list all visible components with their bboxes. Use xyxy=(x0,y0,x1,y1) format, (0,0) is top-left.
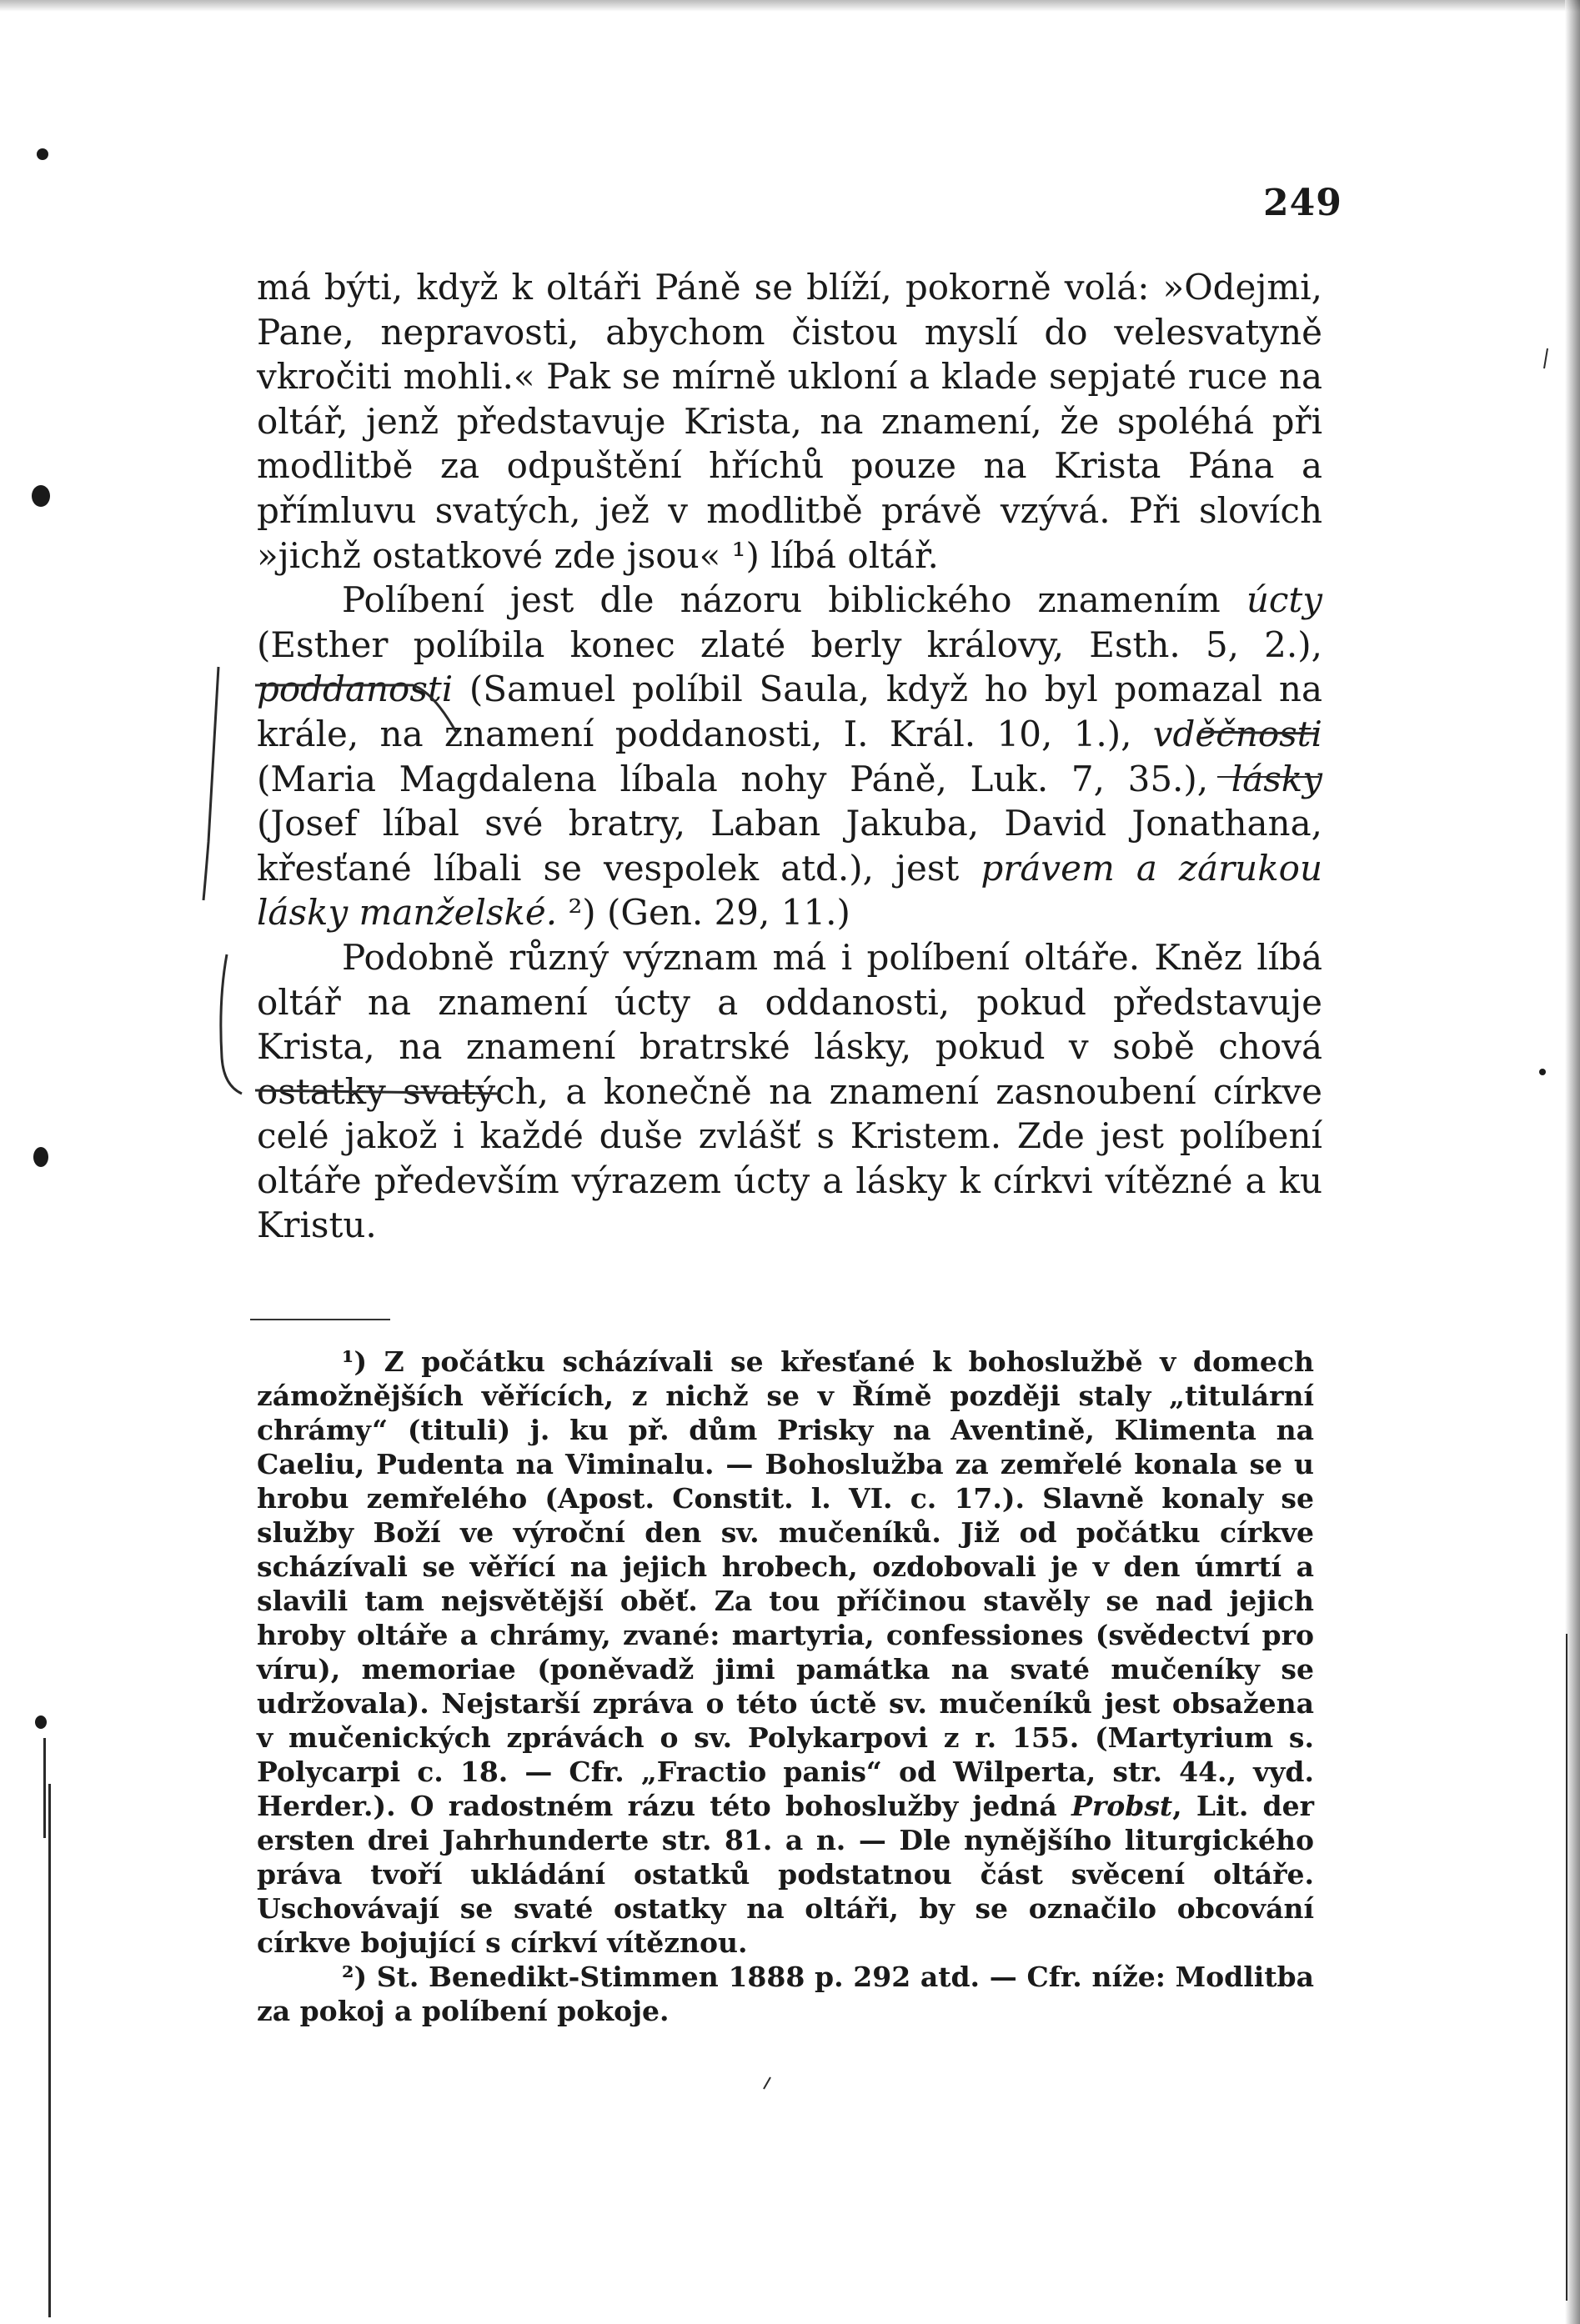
bracket-stroke xyxy=(221,954,242,1094)
bracket-stroke xyxy=(203,667,218,900)
emphasis-poddanosti: poddanosti xyxy=(257,669,454,710)
underline-stroke xyxy=(255,685,457,734)
page-number: 249 xyxy=(1263,182,1342,224)
emphasis-ucty: úcty xyxy=(1246,579,1322,621)
emphasis-vdecnosti: vděčnosti xyxy=(1152,713,1322,754)
paragraph-2-text: (Samuel políbil Saula, když ho byl pomazal na krále, na znamení poddanosti, I. Král. 10, 1.), xyxy=(257,669,1322,754)
paragraph-2-text: (Esther políbila konec zlaté berly královy, Esth. 5, 2.), xyxy=(257,624,1322,665)
paragraph-1: má býti, když k oltáři Páně se blíží, pokorně volá: »Odejmi, Pane, nepravosti, abychom čistou myslí do velesvatyně vkročiti mohli.« Pak se mírně ukloní a klade sepjaté ruce na oltář, jenž představuje Krista, na znamení, že spoléhá při modlitbě za odpuštění hříchů pouze na Krista Pána a přímluvu svatých, jež v modlitbě právě vzývá. Při slovích »jichž ostatkové zde jsou« ¹) líbá oltář. xyxy=(257,267,1322,576)
paragraph-2-text: (Maria Magdalena líbala nohy Páně, Luk. 7, 35.), xyxy=(257,758,1231,799)
footnote-1-text: ¹) Z počátku scházívali se křesťané k bohoslužbě v domech zámožnějších věřících, z nichž se v Římě později staly „titulární chrámy“ (tituli) j. ku př. dům Prisky na Aventině, Klimenta na Caeliu, Pudenta na Viminalu. — Bohoslužba za zemřelé konala se u hrobu zemřelého (Apost. Constit. l. VI. c. 17.). Slavně konaly se služby Boží ve výroční den sv. mučeníků. Již od počátku církve scházívali se věřící na jejich hrobech, ozdobovali je v den úmrtí a slavili tam nejsvětější oběť. Za tou příčinou stavěly se nad jejich hroby oltáře a chrámy, zvané: martyria, confessiones (svědectví pro víru), memoriae (poněvadž jimi památka na svaté mučeníky se udržovala). Nejstarší zpráva o této úctě sv. mučeníků jest obsažena v mučenických zprávách o sv. Polykarpovi z r. 155. (Martyrium s. Polycarpi c. 18. — Cfr. „Fractio panis“ od Wilperta, str. 44., vyd. Herder.). O radostném rázu této bohoslužby jedná xyxy=(257,1345,1314,1822)
underline-stroke xyxy=(1201,732,1317,734)
paragraph-2-text: ²) (Gen. 29, 11.) xyxy=(557,892,850,934)
paragraph-2-text: Políbení jest dle názoru biblického znamením xyxy=(342,579,1246,621)
paragraph-3: Podobně různý význam má i políbení oltáře. Kněz líbá oltář na znamení úcty a oddanosti, pokud představuje Krista, na znamení bratrské lásky, pokud v sobě chová ostatky svatých, a konečně na znamení zasnoubení církve celé jakož i každé duše zvlášť s Kristem. Zde jest políbení oltáře především výrazem úcty a lásky k církvi vítězné a ku Kristu. xyxy=(257,936,1322,1246)
footnote-2: ²) St. Benedikt-Stimmen 1888 p. 292 atd. — Cfr. níže: Modlitba za pokoj a políbení pokoje. xyxy=(257,1961,1314,2027)
footnote-1-author: Probst xyxy=(1071,1790,1173,1822)
underline-stroke xyxy=(255,1090,500,1094)
pencil-tick xyxy=(1544,348,1547,368)
paragraph-2-text: (Josef líbal své bratry, Laban Jakuba, David Jonathana, křesťané líbali se vespolek atd.), jest xyxy=(257,803,1322,889)
emphasis-lasky: lásky xyxy=(1231,758,1322,799)
pencil-tick xyxy=(764,2077,770,2089)
emphasis-pravem: právem a zárukou lásky manželské. xyxy=(257,847,1322,934)
footnote-1-text: , Lit. der ersten drei Jahrhunderte str. 81. a n. — Dle nynějšího liturgického práva tvoří ukládání ostatků podstatnou část svěcení oltáře. Uschovávají se svaté ostatky na oltáři, by se označilo obcování církve bojující s církví vítěznou. xyxy=(257,1790,1314,1959)
